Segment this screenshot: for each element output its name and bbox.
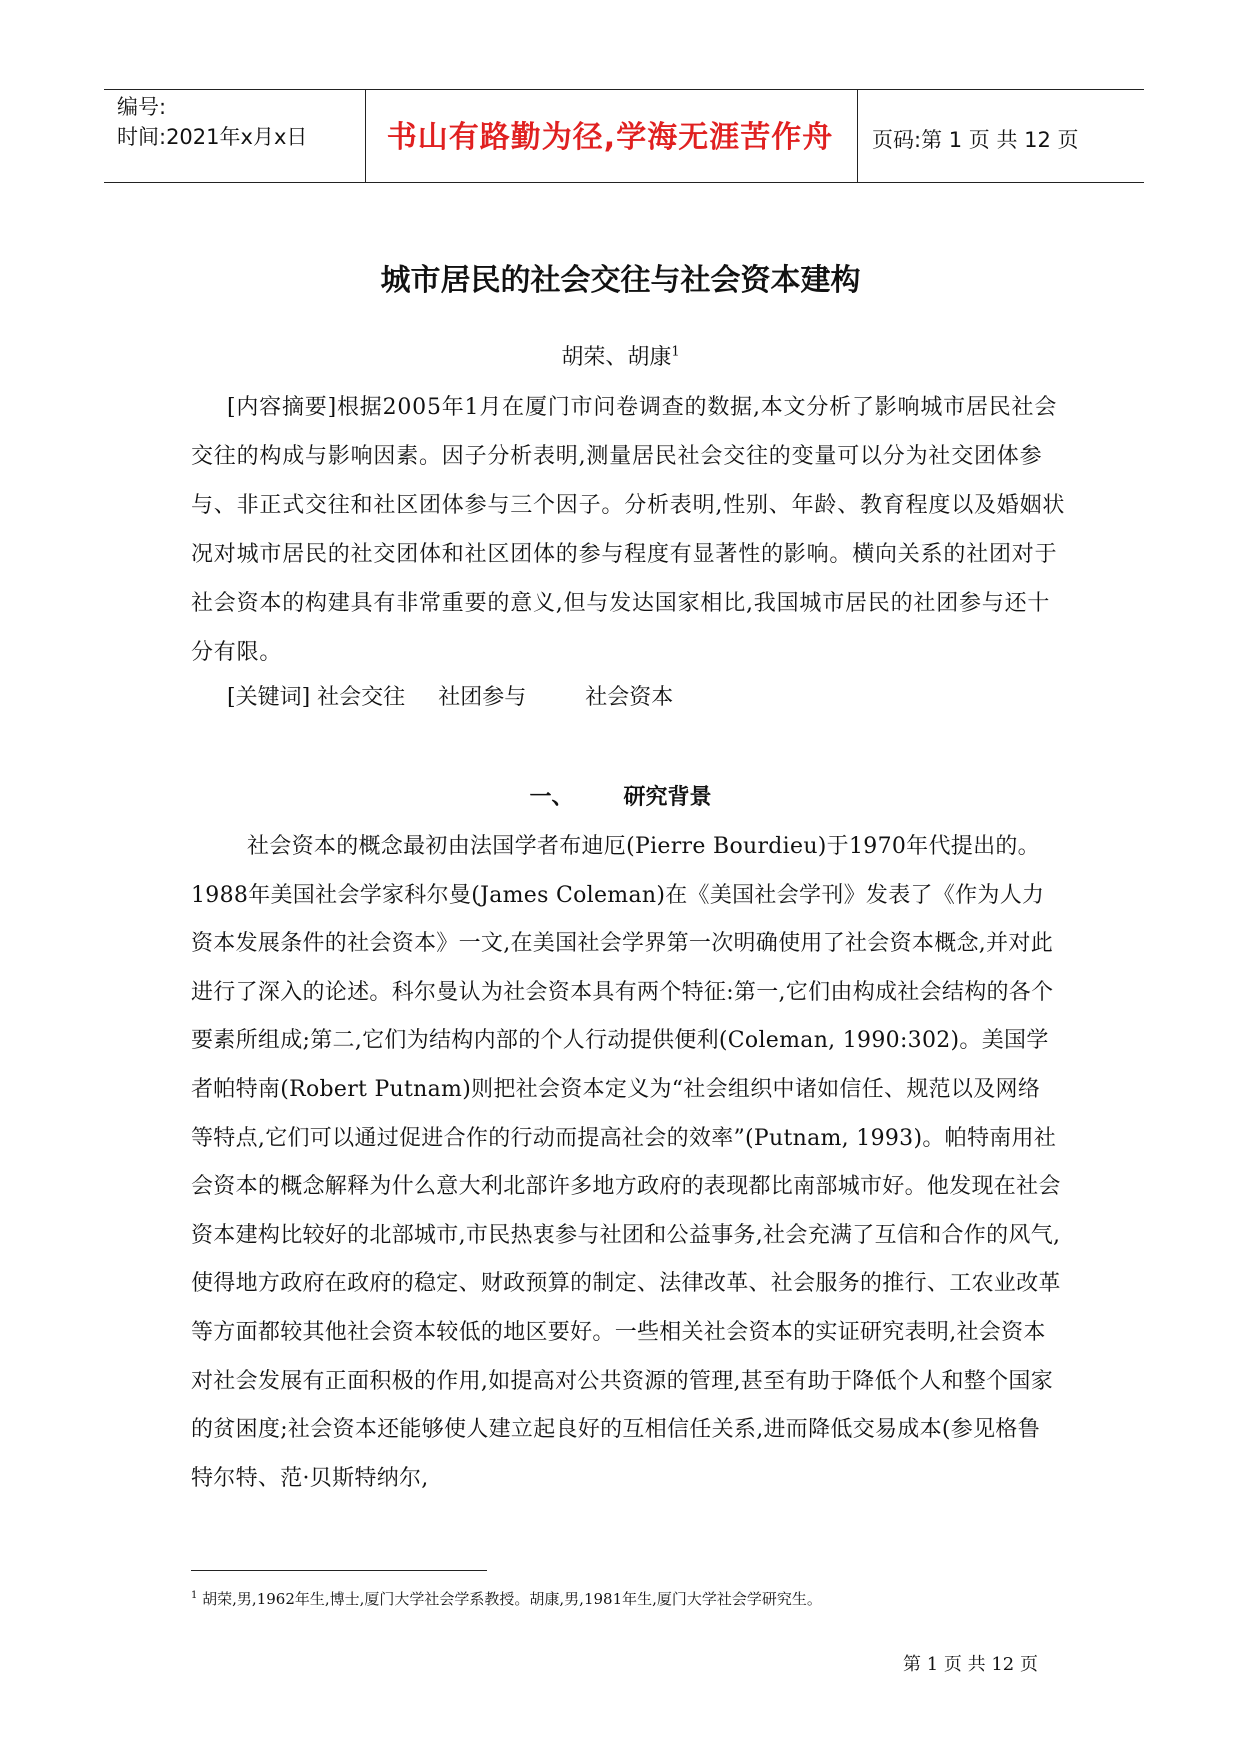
section-title: 研究背景: [623, 785, 712, 810]
doc-number-label: 编号:: [117, 95, 167, 119]
authors-names: 胡荣、胡康: [561, 345, 672, 370]
header-divider-left: [365, 89, 366, 183]
keyword: 社会资本: [585, 685, 674, 710]
keywords: [227, 678, 673, 718]
footnote-mark: 1: [191, 1590, 198, 1601]
page-footer: 第 1 页 共 12 页: [903, 1654, 1038, 1675]
abstract-text: 根据2005年1月在厦门市问卷调查的数据,本文分析了影响城市居民社会交往的构成与影响因素。因子分析表明,测量居民社会交往的变量可以分为社交团体参与、非正式交往和社区团体参与三个因子。分析表明,性别、年龄、教育程度以及婚姻状况对城市居民的社交团体和社区团体的参与程度有显著性的影响。横向关系的社团对于社会资本的构建具有非常重要的意义,但与发达国家相比,我国城市居民的社团参与还十分有限。: [191, 395, 1066, 665]
body-paragraph: [191, 823, 1061, 1503]
header-top-rule: [104, 89, 1144, 90]
abstract: [191, 383, 1071, 677]
body-text: 社会资本的概念最初由法国学者布迪厄(Pierre Bourdieu)于1970年代提出的。1988年美国社会学家科尔曼(James Coleman)在《美国社会学刊》发表了《作为人力资本发展条件的社会资本》一文,在美国社会学界第一次明确使用了社会资本概念,并对此进行了深入的论述。科尔曼认为社会资本具有两个特征:第一,它们由构成社会结构的各个要素所组成;第二,它们为结构内部的个人行动提供便利(Coleman, 1990:302)。美国学者帕特南(Robert Putnam)则把社会资本定义为“社会组织中诸如信任、规范以及网络等特点,它们可以通过促进合作的行动而提高社会的效率”(Putnam, 1993)。帕特南用社会资本的概念解释为什么意大利北部许多地方政府的表现都比南部城市好。他发现在社会资本建构比较好的北部城市,市民热衷参与社团和公益事务,社会充满了互信和合作的风气,使得地方政府在政府的稳定、财政预算的制定、法律改革、社会服务的推行、工农业改革等方面都较其他社会资本较低的地区要好。一些相关社会资本的实证研究表明,社会资本对社会发展有正面积极的作用,如提高对公共资源的管理,甚至有助于降低个人和整个国家的贫困度;社会资本还能够使人建立起良好的互相信任关系,进而降低交易成本(参见格鲁特尔特、范·贝斯特纳尔,: [191, 834, 1061, 1491]
author-note-mark: 1: [671, 344, 680, 360]
keyword: 社会交往: [317, 685, 406, 710]
section-number: 一、: [529, 785, 574, 810]
header-page-ref: 页码:第 1 页 共 12 页: [872, 128, 1079, 152]
doc-time-label: 时间:2021年x月x日: [117, 125, 308, 149]
article-title: 城市居民的社会交往与社会资本建构: [380, 263, 861, 298]
keyword: 社团参与: [438, 685, 527, 710]
header-motto: 书山有路勤为径,学海无涯苦作舟: [386, 120, 834, 155]
abstract-label: [内容摘要]: [227, 395, 337, 420]
header-meta: [117, 92, 307, 152]
header-bottom-rule: [104, 182, 1144, 183]
footnote-rule: [191, 1570, 487, 1571]
footnote: [191, 1588, 822, 1609]
header-divider-right: [857, 89, 858, 183]
section-heading: [0, 780, 1241, 811]
footnote-text: 胡荣,男,1962年生,博士,厦门大学社会学系教授。胡康,男,1981年生,厦门大学社会学研究生。: [202, 1590, 822, 1608]
keywords-label: [关键词]: [227, 685, 311, 710]
article-authors: [0, 340, 1241, 371]
